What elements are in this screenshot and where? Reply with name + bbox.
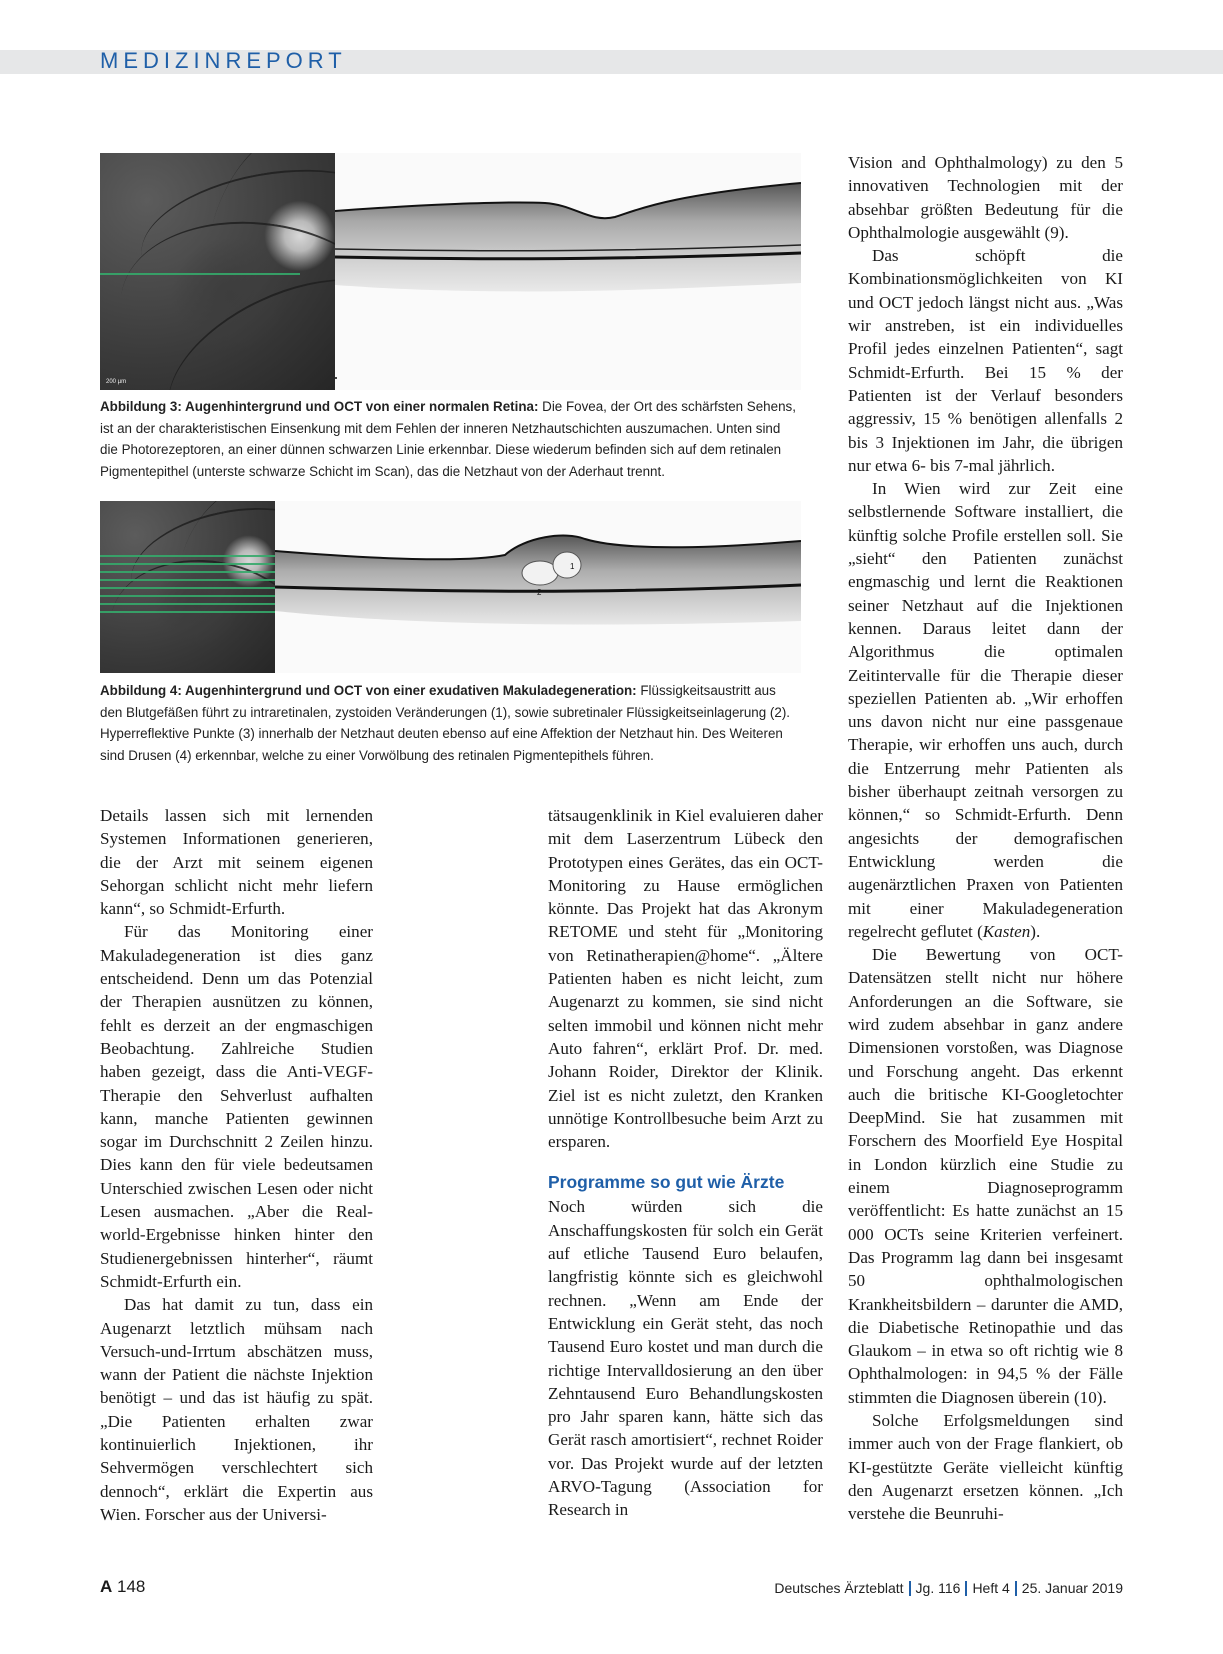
oct-scan-normal <box>335 153 801 390</box>
col2-paragraph-2: Noch würden sich die Anschaffungskosten für solch ein Gerät auf etliche Tausend Euro belaufen, langfristig könnte sich es gleichwohl rechnen. „Wenn am Ende der Entwicklung ein Gerät steht, das noch Tausend Euro kostet und man durch die richtige Intervalldosierung an den über Zehntausend Euro Behandlungskosten pro Jahr sparen kann, hätte sich das Gerät rasch amortisiert“, rechnet Roider vor. Das Projekt wurde auf der letzten ARVO-Tagung (Association for Research in <box>548 1197 823 1520</box>
figure4-caption-text: Flüssigkeitsaustritt aus den Blutgefäßen führt zu intraretinalen, zystoiden Veränderungen (1), sowie subretinaler Flüssigkeitseinlagerung (2). Hyperreflektive Punkte (3) innerhalb der Netzhaut deuten ebenso auf eine Affektion der Netzhaut hin. Des Weiteren sind Drusen (4) erkennbar, welche zu einer Vorwölbung des retinalen Pigmentepithels führen. <box>100 683 791 763</box>
subheading-programme: Programme so gut wie Ärzte <box>548 1172 785 1193</box>
article-column-3 <box>848 151 1123 1526</box>
journal-date: 25. Januar 2019 <box>1021 1580 1123 1596</box>
col2-paragraph-1: tätsaugenklinik in Kiel evaluieren daher mit dem Laserzentrum Lübeck den Prototypen eines Gerätes, das ein OCT-Monitoring zu Hause ermöglichen könnte. Das Projekt hat das Akronym RETOME und steht für „Monitoring von Retinatherapien@home“. „Ältere Patienten haben es nicht leicht, zum Augenarzt zu kommen, sie sind nicht selten immobil und können nicht mehr Auto fahren“, erklärt Prof. Dr. med. Johann Roider, Direktor der Klinik. Ziel ist es nicht zuletzt, den Kranken unnötige Kontrollbesuche beim Arzt zu ersparen. <box>548 806 823 1152</box>
col3-paragraph-2: Das schöpft die Kombinationsmöglichkeiten von KI und OCT jedoch längst nicht aus. „Was wir anstreben, ist ein individuelles Profil jedes einzelnen Patienten“, sagt Schmidt-Erfurth. Bei 15 % der Patienten ist der Verlauf besonders aggressiv, 15 % benötigen allenfalls 2 bis 3 Injektionen im Jahr, die übrigen nur etwa 6- bis 7-mal jährlich. <box>848 246 1123 475</box>
journal-issue: Heft 4 <box>972 1580 1010 1596</box>
oct-marker-1: 1 <box>570 562 575 571</box>
section-label: MEDIZINREPORT <box>100 48 347 73</box>
col3-paragraph-4: Die Bewertung von OCT-Datensätzen stellt nicht nur höhere Anforderungen an die Software, sie wird zudem absehbar in ganz andere Dimensionen vorstoßen, was Diagnose und Forschung angeht. Das erkennt auch die britische KI-Googletochter DeepMind. Sie hat zusammen mit Forschern des Moorfield Eye Hospital in London kürzlich eine Studie zu einem Diagnoseprogramm veröffentlicht: Es hatte zunächst an 15 000 OCTs seine Kriterien verfeinert. Das Programm lag dann bei insgesamt 50 ophthalmologischen Krankheitsbildern – darunter die AMD, die Diabetische Retinopathie und das Glaukom – in etwa so oft richtig wie 8 Ophthalmologen: in 94,5 % der Fälle stimmten die Diagnosen überein (10). <box>848 945 1123 1407</box>
fundus-photo-amd <box>100 501 275 673</box>
figure3-caption <box>100 396 800 482</box>
fundus-photo-normal <box>100 153 335 390</box>
journal-name: Deutsches Ärzteblatt <box>774 1580 904 1596</box>
col3-paragraph-3: In Wien wird zur Zeit eine selbstlernende Software installiert, die künftig solche Profile erstellen soll. Sie „sieht“ den Patienten zunächst engmaschig und lernt die Reaktionen seiner Netzhaut auf die Injektionen kennen. Daraus leitet dann der Algorithmus die optimalen Zeitintervalle für die Therapie dieser speziellen Patienten ab. „Wir erhoffen uns davon nicht nur eine passgenaue Therapie, wir erhoffen uns auch, durch die Entzerrung mehr Patienten als bisher überhaupt zeitnah versorgen zu können,“ so Schmidt-Erfurth. Denn angesichts der demografischen Entwicklung werden die augenärztlichen Praxen von Patienten mit einer Makuladegeneration regelrecht geflutet (Kasten). <box>848 479 1123 941</box>
col3-paragraph-1: Vision and Ophthalmology) zu den 5 innovativen Technologien mit der absehbar größten Bedeutung für die Ophthalmologie ausgewählt (9). <box>848 153 1123 242</box>
figure4-caption <box>100 680 800 766</box>
article-column-1 <box>100 804 373 1526</box>
oct-scan-amd <box>275 501 801 673</box>
col1-paragraph-3: Das hat damit zu tun, dass ein Augenarzt letztlich mühsam nach Versuch-und-Irrtum abschätzen muss, wann der Patient die nächste Injektion benötigt – und das ist häufig zu spät. „Die Patienten erhalten zwar kontinuierlich Injektionen, ihr Sehvermögen verschlechtert sich dennoch“, erklärt die Expertin aus Wien. Forscher aus der Universi- <box>100 1295 373 1524</box>
journal-footer <box>774 1580 1123 1596</box>
col1-paragraph-2: Für das Monitoring einer Makuladegeneration ist dies ganz entscheidend. Denn um das Potenzial der Therapien ausnützen zu können, fehlt es derzeit an der engmaschigen Beobachtung. Zahlreiche Studien haben gezeigt, dass die Anti-VEGF-Therapie den Sehverlust aufhalten kann, manche Patienten gewinnen sogar im Durchschnitt 2 Zeilen hinzu. Dies kann den für viele bedeutsamen Unterschied zwischen Lesen oder nicht Lesen ausmachen. „Aber die Real-world-Ergebnisse hinken hinter den Studienergebnissen hinterher“, räumt Schmidt-Erfurth ein. <box>100 922 373 1291</box>
page-number: A 148 <box>100 1577 146 1596</box>
figure3-caption-text: Die Fovea, der Ort des schärfsten Sehens, ist an der charakteristischen Einsenkung mit dem Fehlen der inneren Netzhautschichten auszumachen. Unten sind die Photorezeptoren, an einer dünnen schwarzen Linie erkennbar. Diese wiederum befinden sich auf dem retinalen Pigmentepithel (unterste schwarze Schicht im Scan), das die Netzhaut von der Aderhaut trennt. <box>100 399 796 479</box>
article-column-2 <box>548 804 823 1522</box>
fundus-scale-label: 200 µm <box>106 379 127 385</box>
oct-marker-2: 2 <box>537 588 542 597</box>
col3-paragraph-5: Solche Erfolgsmeldungen sind immer auch von der Frage flankiert, ob KI-gestützte Geräte vielleicht künftig den Augenarzt ersetzen können. „Ich verstehe die Beunruhi- <box>848 1411 1123 1524</box>
journal-volume: Jg. 116 <box>915 1580 961 1596</box>
figure4-caption-title: Abbildung 4: Augenhintergrund und OCT von einer exudativen Makuladegeneration: <box>100 683 637 698</box>
col1-paragraph-1: Details lassen sich mit lernenden Systemen Informationen generieren, die der Arzt mit seinem eigenen Sehorgan schlicht nicht mehr liefern kann“, so Schmidt-Erfurth. <box>100 806 373 919</box>
figure3-caption-title: Abbildung 3: Augenhintergrund und OCT von einer normalen Retina: <box>100 399 539 414</box>
